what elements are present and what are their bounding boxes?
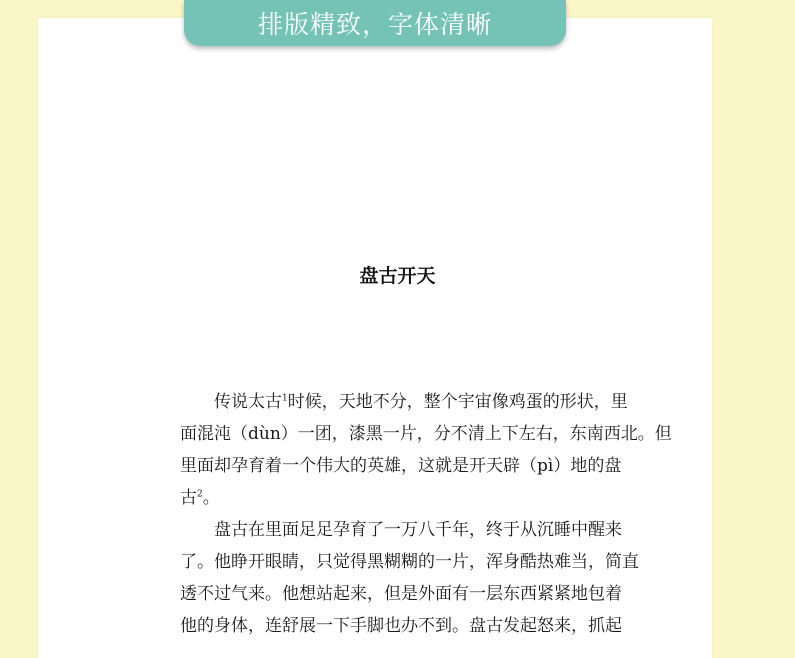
text-line: 他的身体，连舒展一下手脚也办不到。盘古发起怒来，抓起	[180, 616, 622, 636]
text-line: 面混沌（dùn）一团，漆黑一片，分不清上下左右，东南西北。但	[180, 424, 672, 444]
text-line: 透不过气来。他想站起来，但是外面有一层东西紧紧地包着	[180, 584, 622, 604]
footnote-ref-1: 1	[282, 393, 288, 404]
banner-text: 排版精致，字体清晰	[257, 10, 492, 39]
header-banner	[184, 0, 566, 46]
text-line: 盘古在里面足足孕育了一万八千年，终于从沉睡中醒来	[214, 520, 622, 540]
text-line: 传说太古$^1$时候，天地不分，整个宇宙像鸡蛋的形状，里	[214, 392, 628, 412]
chapter-title: 盘古开天	[359, 265, 436, 287]
text-line: 里面却孕育着一个伟大的英雄，这就是开天辟（pì）地的盘	[180, 456, 622, 476]
footnote-ref-2: 2	[197, 489, 203, 500]
text-line: 古$^2$。	[180, 488, 220, 508]
body-text	[180, 386, 672, 642]
text-line: 了。他睁开眼睛，只觉得黑糊糊的一片，浑身酷热难当，简直	[180, 552, 639, 572]
